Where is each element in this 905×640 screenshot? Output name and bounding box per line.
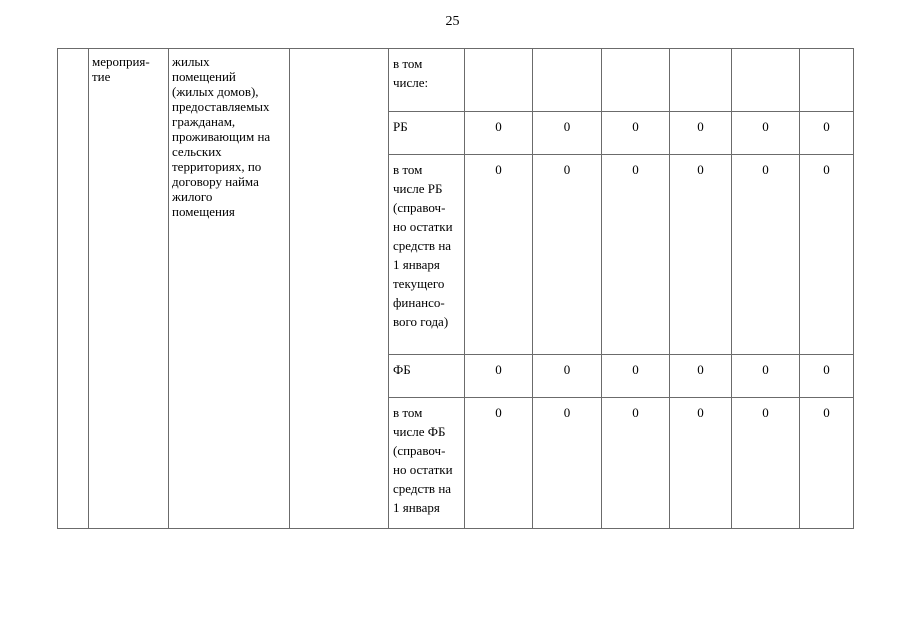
value-cell	[800, 49, 854, 112]
value-cell	[465, 355, 533, 398]
value-text: 0	[697, 362, 704, 377]
value-text: 0	[697, 405, 704, 420]
value-cell	[533, 49, 602, 112]
value-text: 0	[563, 162, 571, 177]
source-cell	[389, 155, 465, 355]
measure-cell	[89, 49, 169, 529]
value-text: 0	[632, 362, 639, 377]
source-cell	[389, 398, 465, 529]
source-text: в том числе РБ (справоч- но остатки средств на 1 января текущего финансо- вого года)	[393, 162, 453, 329]
value-cell	[465, 112, 533, 155]
value-text: 0	[762, 162, 769, 177]
value-text: 0	[697, 119, 704, 134]
value-text	[533, 49, 601, 54]
value-cell	[602, 112, 670, 155]
value-text	[732, 49, 799, 54]
value-cell	[800, 112, 854, 155]
value-text: 0	[495, 162, 502, 177]
source-text: ФБ	[393, 362, 411, 377]
value-cell	[602, 49, 670, 112]
value-cell	[800, 398, 854, 529]
value-text	[465, 49, 532, 54]
value-text	[602, 49, 669, 54]
value-cell	[670, 355, 732, 398]
value-cell	[670, 49, 732, 112]
value-cell	[602, 155, 670, 355]
value-cell	[732, 49, 800, 112]
value-text: 0	[823, 119, 830, 134]
value-text: 0	[563, 119, 571, 134]
table-row	[58, 49, 854, 112]
value-text: 0	[632, 119, 639, 134]
number-cell	[58, 49, 89, 529]
value-cell	[533, 355, 602, 398]
value-cell	[732, 112, 800, 155]
value-cell	[602, 355, 670, 398]
value-text: 0	[697, 162, 704, 177]
value-text: 0	[632, 405, 639, 420]
description-cell	[169, 49, 290, 529]
value-cell	[732, 398, 800, 529]
value-cell	[732, 355, 800, 398]
value-text: 0	[495, 362, 502, 377]
value-cell	[800, 355, 854, 398]
value-text: 0	[823, 362, 830, 377]
source-cell	[389, 49, 465, 112]
executor-cell	[290, 49, 389, 529]
value-cell	[465, 155, 533, 355]
measure-text: мероприя- тие	[92, 54, 150, 84]
value-cell	[670, 155, 732, 355]
source-text: РБ	[393, 119, 408, 134]
value-text: 0	[495, 405, 502, 420]
value-cell	[800, 155, 854, 355]
value-cell	[533, 398, 602, 529]
value-text: 0	[632, 162, 639, 177]
value-cell	[465, 49, 533, 112]
value-cell	[732, 155, 800, 355]
source-cell	[389, 112, 465, 155]
value-text: 0	[762, 405, 769, 420]
value-text: 0	[563, 362, 571, 377]
value-text: 0	[563, 405, 571, 420]
value-text: 0	[762, 119, 769, 134]
page-number: 25	[445, 14, 460, 29]
value-cell	[602, 398, 670, 529]
value-cell	[533, 155, 602, 355]
value-text: 0	[762, 362, 769, 377]
value-cell	[465, 398, 533, 529]
value-cell	[533, 112, 602, 155]
value-text	[670, 49, 731, 54]
executor-text	[290, 49, 388, 54]
source-cell	[389, 355, 465, 398]
description-text: жилых помещений (жилых домов), предоставляемых гражданам, проживающим на сельских территориях, по договору найма жилого помещения	[172, 54, 271, 219]
source-text: в том числе:	[393, 56, 429, 90]
value-cell	[670, 112, 732, 155]
value-text: 0	[823, 405, 830, 420]
source-text: в том числе ФБ (справоч- но остатки средств на 1 января	[393, 405, 453, 515]
budget-table	[57, 48, 854, 529]
value-text: 0	[823, 162, 830, 177]
value-text	[800, 49, 853, 54]
value-cell	[670, 398, 732, 529]
value-text: 0	[495, 119, 502, 134]
